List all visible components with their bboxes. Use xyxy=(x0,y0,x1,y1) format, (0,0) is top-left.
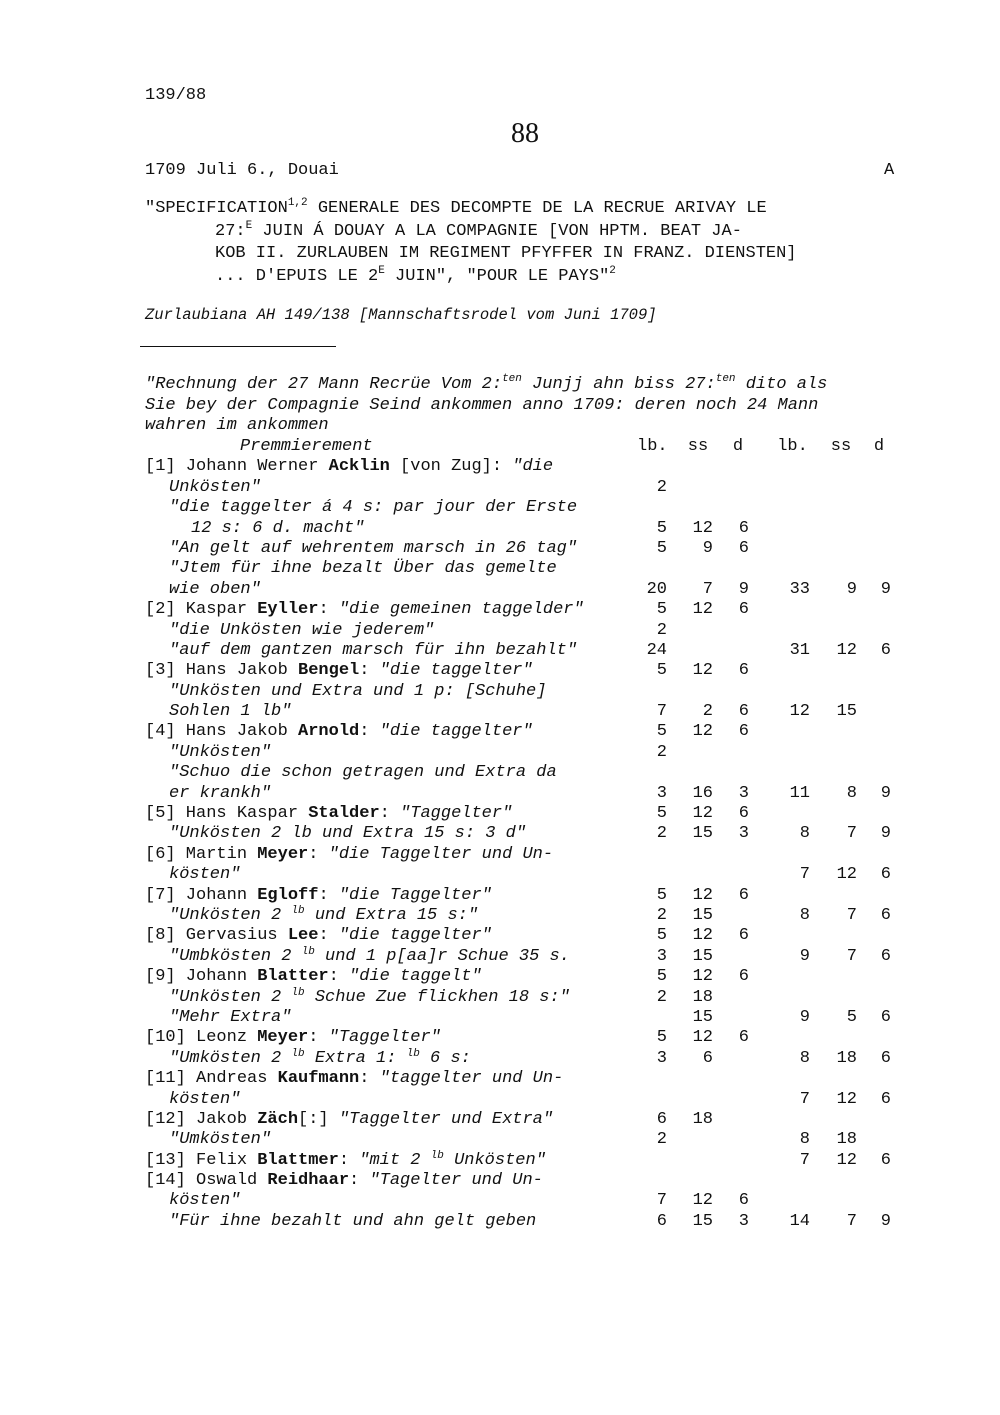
recruit-surname: Kaufmann xyxy=(277,1069,360,1089)
row-text xyxy=(145,1171,543,1191)
entry-quote: "Für ihne bezahlt und ahn gelt geben xyxy=(169,1211,537,1231)
amount-cell: 2 xyxy=(656,1130,667,1150)
recruit-surname: Meyer xyxy=(257,844,309,864)
entry-number: [7] Johann xyxy=(145,885,258,905)
amount-cell: 9 xyxy=(702,538,713,558)
amount-cell: 6 xyxy=(738,518,749,538)
amount-cell: 12 xyxy=(692,967,713,987)
amount-cell: 7 xyxy=(846,905,857,925)
row-text xyxy=(169,1130,271,1150)
row-text xyxy=(169,702,291,722)
amount-cell: 2 xyxy=(656,477,667,497)
amount-cell: 6 xyxy=(738,538,749,558)
entry-number: [1] Johann Werner xyxy=(145,457,329,477)
amount-cell: 9 xyxy=(880,783,891,803)
col-header-ss: ss xyxy=(687,437,709,456)
recruit-surname: Blatter xyxy=(257,967,329,987)
entry-separator: : xyxy=(359,661,380,681)
document-letter: A xyxy=(884,161,895,180)
table-header-row xyxy=(145,437,905,457)
amount-cell: 8 xyxy=(799,824,810,844)
entry-quote xyxy=(169,947,570,966)
table-row xyxy=(145,926,905,946)
amount-cell: 18 xyxy=(836,1048,857,1068)
amount-cell: 5 xyxy=(656,722,667,742)
amount-cell: 6 xyxy=(880,1007,891,1027)
amount-cell: 3 xyxy=(656,946,667,966)
recruit-surname: Acklin xyxy=(328,457,390,477)
recruit-surname: Meyer xyxy=(257,1028,309,1048)
entry-separator: : xyxy=(318,600,339,620)
amount-cell: 6 xyxy=(702,1048,713,1068)
row-text xyxy=(169,947,570,967)
entry-quote: "die Taggelter" xyxy=(338,885,492,905)
recruit-surname: Bengel xyxy=(298,661,360,681)
table-row xyxy=(145,906,905,926)
row-text xyxy=(169,621,434,641)
amount-cell: 6 xyxy=(738,926,749,946)
table-row xyxy=(145,722,905,742)
quote-part: "mit 2 xyxy=(359,1150,431,1170)
row-text xyxy=(169,559,557,579)
table-row xyxy=(145,1049,905,1069)
amount-cell: 9 xyxy=(880,579,891,599)
entry-quote: Unkösten" xyxy=(169,477,261,497)
amount-cell: 12 xyxy=(692,518,713,538)
amount-cell: 9 xyxy=(799,1007,810,1027)
amount-cell: 33 xyxy=(789,579,810,599)
amount-cell: 6 xyxy=(738,1191,749,1211)
row-text xyxy=(169,865,240,885)
row-text xyxy=(145,1069,563,1089)
entry-separator: : xyxy=(318,926,339,946)
row-text xyxy=(145,722,533,742)
entry-separator: : xyxy=(359,722,380,742)
amount-cell: 20 xyxy=(646,579,667,599)
row-text xyxy=(169,988,570,1008)
amount-cell: 6 xyxy=(880,865,891,885)
entry-quote: "Umkösten" xyxy=(169,1130,272,1150)
recruit-surname: Stalder xyxy=(308,804,380,824)
entry-quote: "die taggelter" xyxy=(379,722,533,742)
amount-cell: 6 xyxy=(738,1028,749,1048)
entry-quote: "die gemeinen taggelder" xyxy=(338,600,584,620)
amount-cell: 3 xyxy=(738,1211,749,1231)
amount-cell: 5 xyxy=(656,804,667,824)
row-text xyxy=(145,845,553,865)
amount-cell: 9 xyxy=(846,579,857,599)
entry-number: [11] Andreas xyxy=(145,1069,278,1089)
row-text xyxy=(169,641,577,661)
amount-cell: 12 xyxy=(692,804,713,824)
amount-cell: 7 xyxy=(656,702,667,722)
amount-cell: 6 xyxy=(656,1211,667,1231)
amount-cell: 12 xyxy=(836,1089,857,1109)
source-citation: Zurlaubiana AH 149/138 [Mannschaftsrodel vom Juni 1709] xyxy=(145,306,657,324)
table-row xyxy=(145,661,905,681)
table-row xyxy=(145,1130,905,1150)
amount-cell: 6 xyxy=(738,804,749,824)
row-text xyxy=(145,1151,546,1171)
amount-cell: 5 xyxy=(656,661,667,681)
entry-quote xyxy=(169,1049,471,1068)
entry-quote: "Unkösten und Extra und 1 p: [Schuhe] xyxy=(169,681,547,701)
entry-quote: "Unkösten 2 lb und Extra 15 s: 3 d" xyxy=(169,824,527,844)
amount-cell: 12 xyxy=(789,702,810,722)
amount-cell: 7 xyxy=(846,1211,857,1231)
table-row xyxy=(145,457,905,477)
entry-separator: : xyxy=(308,1028,329,1048)
entry-quote: "taggelter und Un- xyxy=(379,1069,564,1089)
table-row xyxy=(145,641,905,661)
amount-cell: 2 xyxy=(656,987,667,1007)
entry-quote: "die taggelter" xyxy=(338,926,492,946)
entry-number: [4] Hans Jakob xyxy=(145,722,299,742)
entry-separator: : xyxy=(308,844,329,864)
amount-cell: 9 xyxy=(880,1211,891,1231)
section-heading: Premmierement xyxy=(240,437,373,456)
reference-number: 139/88 xyxy=(145,86,207,105)
dateline: 1709 Juli 6., Douai xyxy=(145,161,339,180)
quote-part: "Umkösten 2 xyxy=(169,1048,292,1068)
table-row xyxy=(145,1212,905,1232)
row-text xyxy=(169,1090,240,1110)
page-number: 88 xyxy=(511,118,539,149)
table-row xyxy=(145,621,905,641)
recruit-surname: Arnold xyxy=(298,722,360,742)
amount-cell: 15 xyxy=(692,1211,713,1231)
table-row xyxy=(145,519,905,539)
amount-cell: 8 xyxy=(799,905,810,925)
col-header-lb: lb. xyxy=(637,437,668,456)
table-row xyxy=(145,1110,905,1130)
entry-quote: "Taggelter" xyxy=(328,1028,441,1048)
entry-number: [2] Kaspar xyxy=(145,600,258,620)
amount-cell: 11 xyxy=(789,783,810,803)
intro-text: "Rechnung der 27 Mann Recrüe Vom 2:$^{ten}$ Junjj ahn biss 27:$^{ten}$ dito als Sie bey der Compagnie Seind ankommen anno 1709: deren noch 24 Mann wahren im ankommen xyxy=(145,373,828,436)
amount-cell: 2 xyxy=(702,702,713,722)
table-row xyxy=(145,682,905,702)
amount-cell: 6 xyxy=(880,905,891,925)
row-text xyxy=(169,1049,471,1069)
amount-cell: 12 xyxy=(692,926,713,946)
entry-quote: "An gelt auf wehrentem marsch in 26 tag" xyxy=(169,538,578,558)
table-row xyxy=(145,539,905,559)
ledger-table xyxy=(145,437,905,1232)
entry-quote: "die xyxy=(512,457,554,477)
amount-cell: 5 xyxy=(656,1028,667,1048)
entry-separator: : xyxy=(379,804,401,824)
table-row xyxy=(145,1090,905,1110)
row-text xyxy=(169,1212,536,1232)
amount-cell: 7 xyxy=(702,579,713,599)
table-row xyxy=(145,784,905,804)
table-row xyxy=(145,1151,905,1171)
entry-quote: "die Unkösten wie jederem" xyxy=(169,620,435,640)
row-text xyxy=(169,906,478,926)
entry-number: [6] Martin xyxy=(145,844,258,864)
entry-quote: 12 s: 6 d. macht" xyxy=(191,518,365,538)
amount-cell: 6 xyxy=(738,885,749,905)
table-row xyxy=(145,1069,905,1089)
amount-cell: 2 xyxy=(656,824,667,844)
amount-cell: 3 xyxy=(738,783,749,803)
amount-cell: 5 xyxy=(656,600,667,620)
amount-cell: 6 xyxy=(738,661,749,681)
quote-part: und 1 p[aa]r Schue 35 s. xyxy=(314,946,570,966)
amount-cell: 24 xyxy=(646,640,667,660)
entry-number: [14] Oswald xyxy=(145,1171,268,1191)
entry-number: [10] Leonz xyxy=(145,1028,258,1048)
col-header-lb-total: lb. xyxy=(777,437,808,456)
entry-separator: [von Zug]: xyxy=(389,457,513,477)
amount-cell: 12 xyxy=(692,885,713,905)
amount-cell: 7 xyxy=(799,1150,810,1170)
recruit-surname: Zäch xyxy=(257,1109,299,1129)
row-text xyxy=(169,498,577,518)
amount-cell: 5 xyxy=(846,1007,857,1027)
table-row xyxy=(145,824,905,844)
amount-cell: 18 xyxy=(692,987,713,1007)
row-text xyxy=(145,1028,441,1048)
row-text xyxy=(169,580,261,600)
amount-cell: 8 xyxy=(799,1130,810,1150)
amount-cell: 15 xyxy=(692,1007,713,1027)
table-row xyxy=(145,1008,905,1028)
entry-quote: "Unkösten" xyxy=(169,742,272,762)
entry-quote xyxy=(359,1151,546,1170)
quote-superscript: lb xyxy=(291,986,305,999)
amount-cell: 5 xyxy=(656,926,667,946)
table-row xyxy=(145,1191,905,1211)
amount-cell: 9 xyxy=(738,579,749,599)
entry-quote: "Mehr Extra" xyxy=(169,1007,292,1027)
amount-cell: 12 xyxy=(692,600,713,620)
amount-cell: 3 xyxy=(656,1048,667,1068)
amount-cell: 12 xyxy=(836,865,857,885)
amount-cell: 5 xyxy=(656,538,667,558)
amount-cell: 6 xyxy=(656,1109,667,1129)
amount-cell: 5 xyxy=(656,518,667,538)
entry-separator: : xyxy=(349,1171,370,1191)
entry-quote: "die taggelter" xyxy=(379,661,533,681)
entry-quote: "Schuo die schon getragen und Extra da xyxy=(169,763,557,783)
row-text xyxy=(169,478,261,498)
quote-part: und Extra 15 s:" xyxy=(304,905,479,925)
quote-superscript: lb xyxy=(301,945,315,958)
recruit-surname: Egloff xyxy=(257,885,319,905)
row-text xyxy=(169,763,557,783)
entry-quote: kösten" xyxy=(169,1191,241,1211)
entry-number: [3] Hans Jakob xyxy=(145,661,299,681)
amount-cell: 31 xyxy=(789,640,810,660)
row-text xyxy=(145,600,584,620)
table-row xyxy=(145,559,905,579)
table-row xyxy=(145,967,905,987)
entry-quote: "Tagelter und Un- xyxy=(369,1171,543,1191)
amount-cell: 3 xyxy=(656,783,667,803)
table-row xyxy=(145,845,905,865)
entry-number: [5] Hans Kaspar xyxy=(145,804,309,824)
row-text xyxy=(169,682,546,702)
entry-quote: Sohlen 1 lb" xyxy=(169,702,292,722)
entry-separator: : xyxy=(359,1069,380,1089)
quote-part: 6 s: xyxy=(419,1048,471,1068)
entry-number: [8] Gervasius xyxy=(145,926,288,946)
amount-cell: 15 xyxy=(836,702,857,722)
amount-cell: 2 xyxy=(656,620,667,640)
row-text xyxy=(191,519,364,539)
row-text xyxy=(145,926,492,946)
amount-cell: 9 xyxy=(880,824,891,844)
entry-quote xyxy=(169,906,478,925)
amount-cell: 5 xyxy=(656,885,667,905)
table-row xyxy=(145,1171,905,1191)
entry-number: [12] Jakob xyxy=(145,1109,258,1129)
entry-quote: wie oben" xyxy=(169,579,261,599)
row-text xyxy=(169,1008,291,1028)
table-row xyxy=(145,804,905,824)
col-header-ss-total: ss xyxy=(830,437,852,456)
entry-quote: kösten" xyxy=(169,1089,241,1109)
amount-cell: 5 xyxy=(656,967,667,987)
table-row xyxy=(145,702,905,722)
quote-part: "Unkösten 2 xyxy=(169,905,292,925)
table-row xyxy=(145,600,905,620)
amount-cell: 7 xyxy=(799,1089,810,1109)
row-text xyxy=(145,804,512,824)
table-row xyxy=(145,763,905,783)
table-row xyxy=(145,1028,905,1048)
entry-quote: "die taggelter á 4 s: par jour der Erste xyxy=(169,498,578,518)
amount-cell: 3 xyxy=(738,824,749,844)
amount-cell: 9 xyxy=(799,946,810,966)
quote-part: "Unkösten 2 xyxy=(169,987,292,1007)
amount-cell: 7 xyxy=(846,824,857,844)
entry-number: [13] Felix xyxy=(145,1150,258,1170)
entry-quote: "Taggelter" xyxy=(400,804,513,824)
row-text xyxy=(145,886,492,906)
table-row xyxy=(145,478,905,498)
quote-superscript: lb xyxy=(406,1047,420,1060)
col-header-d: d xyxy=(732,437,744,456)
entry-quote: "auf dem gantzen marsch für ihn bezahlt" xyxy=(169,640,578,660)
amount-cell: 12 xyxy=(692,661,713,681)
quote-superscript: lb xyxy=(291,1047,305,1060)
table-row xyxy=(145,988,905,1008)
amount-cell: 6 xyxy=(738,600,749,620)
row-text xyxy=(169,743,271,763)
entry-quote xyxy=(169,988,570,1007)
table-row xyxy=(145,743,905,763)
amount-cell: 6 xyxy=(880,1089,891,1109)
quote-superscript: lb xyxy=(291,904,305,917)
table-row xyxy=(145,580,905,600)
entry-quote: "Jtem für ihne bezalt Über das gemelte xyxy=(169,559,557,579)
recruit-surname: Blattmer xyxy=(257,1150,339,1170)
amount-cell: 6 xyxy=(738,702,749,722)
amount-cell: 15 xyxy=(692,905,713,925)
entry-number: [9] Johann xyxy=(145,967,258,987)
amount-cell: 12 xyxy=(692,722,713,742)
table-row xyxy=(145,886,905,906)
amount-cell: 6 xyxy=(738,722,749,742)
row-text xyxy=(145,661,533,681)
amount-cell: 6 xyxy=(880,1048,891,1068)
col-header-d-total: d xyxy=(873,437,885,456)
recruit-surname: Eyller xyxy=(257,600,319,620)
amount-cell: 16 xyxy=(692,783,713,803)
row-text xyxy=(169,824,526,844)
amount-cell: 6 xyxy=(880,946,891,966)
amount-cell: 12 xyxy=(836,640,857,660)
amount-cell: 7 xyxy=(799,865,810,885)
entry-separator: : xyxy=(318,885,339,905)
row-text xyxy=(169,1191,240,1211)
table-row xyxy=(145,865,905,885)
quote-part: Extra 1: xyxy=(304,1048,407,1068)
amount-cell: 8 xyxy=(846,783,857,803)
row-text xyxy=(169,539,577,559)
amount-cell: 2 xyxy=(656,742,667,762)
amount-cell: 6 xyxy=(738,967,749,987)
amount-cell: 12 xyxy=(692,1028,713,1048)
quote-superscript: lb xyxy=(430,1149,444,1162)
amount-cell: 15 xyxy=(692,946,713,966)
amount-cell: 12 xyxy=(692,1191,713,1211)
entry-separator: : xyxy=(328,967,350,987)
quote-part: "Umbkösten 2 xyxy=(169,946,302,966)
entry-quote: kösten" xyxy=(169,865,241,885)
entry-separator: : xyxy=(338,1150,360,1170)
table-row xyxy=(145,498,905,518)
row-text xyxy=(145,967,482,987)
amount-cell: 2 xyxy=(656,905,667,925)
row-text xyxy=(145,1110,553,1130)
amount-cell: 14 xyxy=(789,1211,810,1231)
document-title: "SPECIFICATION$^{1,2}$ GENERALE DES DECOMPTE DE LA RECRUE ARIVAY LE 27:$^E$ JUIN Á DOUAY A LA COMPAGNIE [VON HPTM. BEAT JA- KOB II. ZURLAUBEN IM REGIMENT PFYFFER IN FRANZ. DIENSTEN] ... D'EPUIS LE $2^E$ JUIN", "POUR LE PAYS"$^2$ xyxy=(145,197,797,286)
entry-separator: [:] xyxy=(298,1109,339,1129)
quote-part: Unkösten" xyxy=(443,1150,546,1170)
divider xyxy=(140,346,336,347)
amount-cell: 12 xyxy=(836,1150,857,1170)
amount-cell: 15 xyxy=(692,824,713,844)
amount-cell: 8 xyxy=(799,1048,810,1068)
amount-cell: 6 xyxy=(880,1150,891,1170)
row-text xyxy=(169,784,271,804)
amount-cell: 7 xyxy=(656,1191,667,1211)
row-text xyxy=(145,457,553,477)
table-row xyxy=(145,947,905,967)
entry-quote: "die Taggelter und Un- xyxy=(328,844,554,864)
entry-quote: "die taggelt" xyxy=(349,967,482,987)
recruit-surname: Reidhaar xyxy=(267,1171,350,1191)
amount-cell: 6 xyxy=(880,640,891,660)
entry-quote: "Taggelter und Extra" xyxy=(338,1109,554,1129)
entry-quote: er krankh" xyxy=(169,783,272,803)
amount-cell: 18 xyxy=(692,1109,713,1129)
amount-cell: 18 xyxy=(836,1130,857,1150)
quote-part: Schue Zue flickhen 18 s:" xyxy=(304,987,570,1007)
recruit-surname: Lee xyxy=(287,926,319,946)
amount-cell: 7 xyxy=(846,946,857,966)
